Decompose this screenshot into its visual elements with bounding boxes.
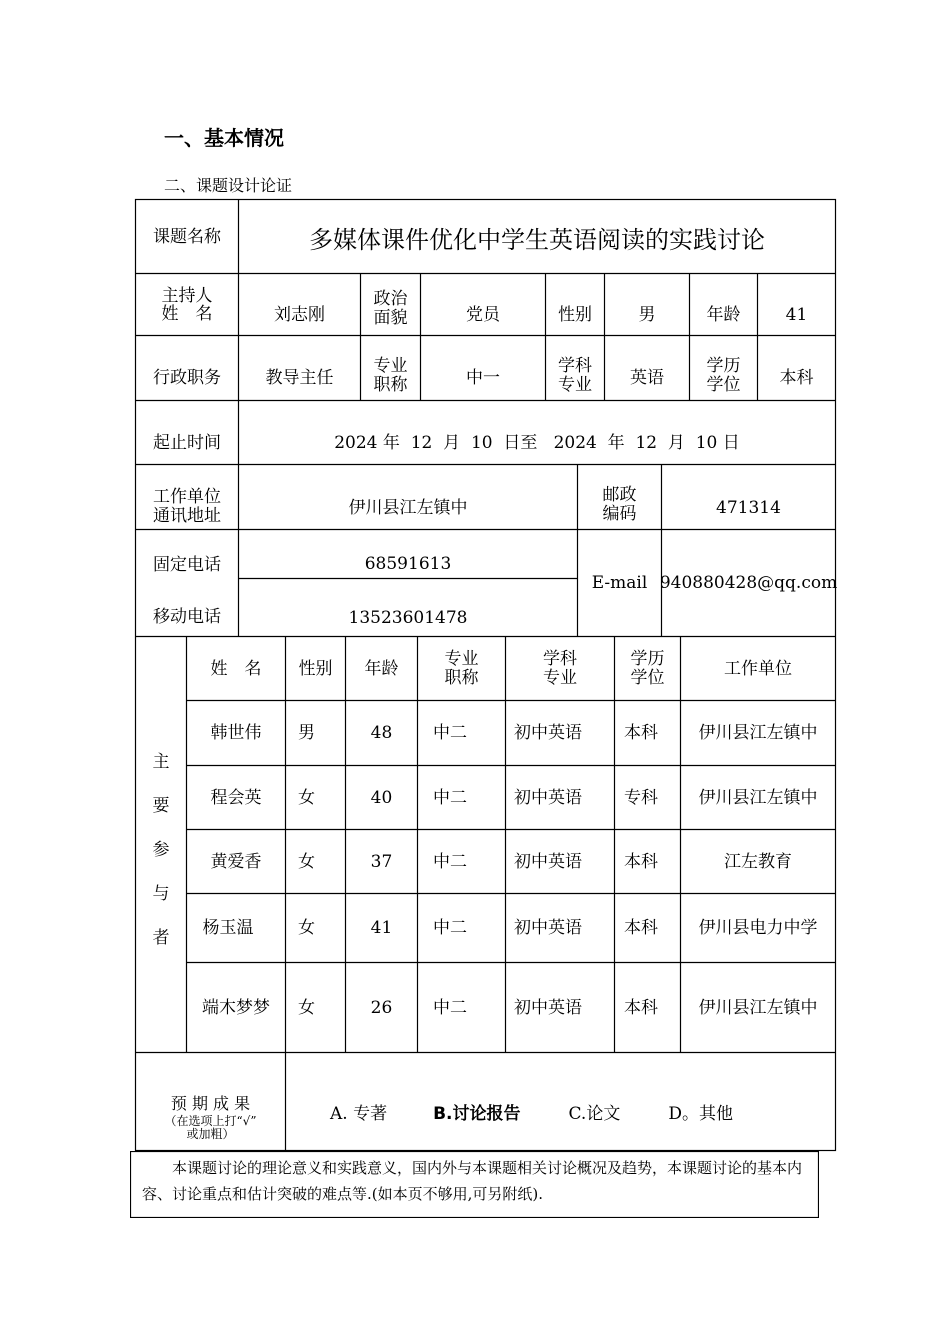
participant-age: 37 [370,851,393,872]
email-label: E-mail [591,573,648,593]
unit-value: 伊川县江左镇中 [348,498,468,518]
period-value: 2024 年 12 月 10 日至 2024 年 12 月 10 日 [334,432,740,453]
col-header-subject-line2: 专业 [543,667,577,688]
participant-unit: 伊川县江左镇中 [698,997,818,1018]
edu-value: 本科 [779,368,814,388]
participant-subject: 初中英语 [514,787,582,808]
participant-edu: 本科 [624,851,658,872]
participant-title: 中二 [433,851,467,872]
edu-label-line2: 学位 [706,375,741,395]
participant-title: 中二 [433,723,467,743]
participant-name: 端木梦梦 [202,997,270,1018]
position-value: 教导主任 [265,368,334,388]
period-label: 起止时间 [153,432,221,453]
participant-unit: 伊川县江左镇中 [698,787,818,808]
participant-subject: 初中英语 [514,997,582,1018]
unit-label-line1: 工作单位 [153,487,221,507]
host-age-label: 年龄 [706,304,741,325]
postal-value: 471314 [716,498,781,518]
participant-subject: 初中英语 [514,918,582,938]
col-header-subject-line1: 学科 [543,648,577,669]
participant-name: 杨玉温 [202,918,254,938]
pro-title-label-line2: 职称 [373,375,408,395]
col-header-name: 姓 名 [210,658,262,679]
participant-edu: 本科 [624,723,658,743]
subject-label-line2: 专业 [558,375,592,395]
phone-value: 68591613 [364,554,452,574]
host-name-label [136,274,238,335]
discussion-note-text: 本课题讨论的理论意义和实践意义，国内外与本课题相关讨论概况及趋势，本课题讨论的基本内容、讨论重点和估计突破的难点等.(如本页不够用,可另附纸). [142,1159,803,1203]
outcome-label [136,1053,285,1150]
participant-gender: 女 [298,918,315,938]
col-header-edu [615,637,680,700]
col-header-subject [506,637,614,700]
participant-gender: 男 [298,723,315,743]
host-name-label-line1: 主持人 [161,285,213,306]
host-gender-label: 性别 [558,304,592,325]
participant-edu: 本科 [624,997,658,1018]
participant-subject: 初中英语 [514,851,582,872]
mobile-value: 13523601478 [348,607,468,628]
unit-label-line2: 通讯地址 [153,506,221,526]
politics-label [361,274,420,335]
participant-title: 中二 [433,918,467,938]
topic-label: 课题名称 [153,226,221,247]
col-header-age: 年龄 [364,658,399,679]
col-header-edu-line2: 学位 [630,667,665,688]
outcome-option-c[interactable]: C.论文 [568,1103,621,1124]
participant-name: 韩世伟 [210,723,262,743]
host-age: 41 [785,304,808,325]
participant-unit: 伊川县电力中学 [698,918,818,938]
participant-title: 中二 [433,997,467,1018]
outcome-option-b[interactable]: B.讨论报告 [433,1103,521,1124]
side-label-char: 与 [152,883,170,904]
subject-value: 英语 [630,368,664,388]
postal-label-line2: 编码 [602,504,637,524]
section-heading-basic: 一、基本情况 [164,126,284,150]
participant-subject: 初中英语 [514,723,582,743]
col-header-gender: 性别 [298,658,333,679]
outcome-option-a[interactable]: A. 专著 [330,1103,388,1124]
host-name-label-line2: 姓 名 [161,303,213,324]
phone-label: 固定电话 [153,554,221,575]
side-label-char: 参 [152,839,170,860]
col-header-unit: 工作单位 [724,658,792,679]
col-header-title-line2: 职称 [444,667,479,688]
host-gender: 男 [638,304,656,325]
participant-age: 40 [370,787,393,808]
section-heading-design: 二、课题设计论证 [164,176,293,195]
side-label-char: 者 [152,927,170,948]
participant-gender: 女 [298,851,315,872]
outcome-hint-line1: （在选项上打“√” [164,1113,257,1128]
outcome-options [286,1053,835,1150]
subject-label-line1: 学科 [558,356,592,376]
participant-edu: 专科 [624,787,658,808]
politics-label-line2: 面貌 [373,307,408,328]
mobile-label: 移动电话 [153,607,221,627]
outcome-label-title: 预 期 成 果 [170,1093,251,1113]
col-header-edu-line1: 学历 [630,648,665,669]
unit-label [136,465,238,529]
participant-gender: 女 [298,787,315,808]
side-label-char: 要 [152,795,170,816]
edu-label-line1: 学历 [706,356,741,376]
participant-unit: 江左教育 [724,851,792,872]
col-header-title-line1: 专业 [444,648,479,669]
position-label: 行政职务 [153,368,221,388]
politics-label-line1: 政治 [373,288,408,309]
participant-age: 41 [370,918,393,938]
participant-name: 程会英 [210,787,262,808]
postal-label-line1: 邮政 [602,485,637,505]
participant-name: 黄爱香 [210,851,262,872]
edu-label [690,336,757,400]
side-label-char: 主 [152,751,170,772]
outcome-option-d[interactable]: D。其他 [668,1103,733,1124]
participant-age: 48 [370,723,393,743]
discussion-note-box [130,1151,819,1218]
participants-side-label [136,637,186,1052]
col-header-title [418,637,505,700]
outcome-hint-line2: 或加粗） [186,1126,235,1141]
email-value: 940880428@qq.com [659,573,838,593]
topic-value: 多媒体课件优化中学生英语阅读的实践讨论 [309,225,765,254]
participant-gender: 女 [298,997,315,1018]
participant-unit: 伊川县江左镇中 [698,723,818,743]
pro-title-label-line1: 专业 [373,356,408,376]
participant-age: 26 [370,997,393,1018]
pro-title-value: 中一 [466,368,500,388]
pro-title-label [361,336,420,400]
participant-edu: 本科 [624,918,658,938]
host-name: 刘志刚 [274,304,325,325]
participant-title: 中二 [433,787,467,808]
postal-label [578,465,661,529]
politics-value: 党员 [466,304,500,325]
subject-label [546,336,604,400]
